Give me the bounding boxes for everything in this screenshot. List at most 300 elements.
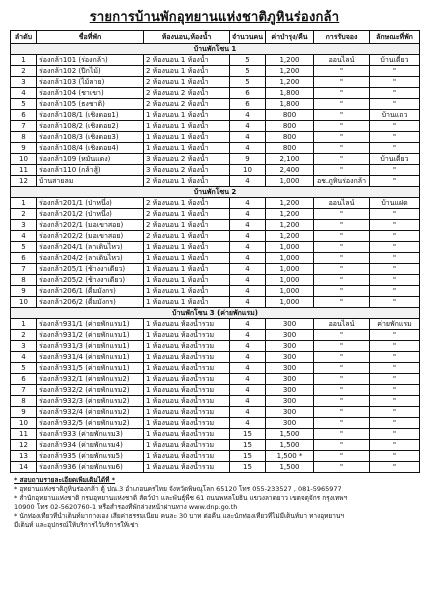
cell-price: 1,200 [266, 66, 314, 77]
cell-rooms: 1 ห้องนอน ห้องน้ำรวม [144, 396, 230, 407]
cell-people: 6 [230, 88, 266, 99]
table-row [11, 352, 420, 363]
header-rooms: ห้องนอน,ห้องน้ำ [144, 31, 230, 44]
cell-booking: " [314, 451, 370, 462]
cell-rooms: 1 ห้องนอน ห้องน้ำรวม [144, 429, 230, 440]
cell-name: ร่องกล้า108/3 (เชิงดอย3) [37, 132, 144, 143]
table-row [11, 165, 420, 176]
cell-type: " [370, 220, 420, 231]
cell-name: ร่องกล้า932/2 (ค่ายพักแรม2) [37, 385, 144, 396]
cell-index: 7 [11, 264, 37, 275]
header-name: ชื่อที่พัก [37, 31, 144, 44]
header-price: ค่าบำรุง/คืน [266, 31, 314, 44]
cell-type: " [370, 440, 420, 451]
cell-index: 4 [11, 88, 37, 99]
table-row [11, 440, 420, 451]
cell-type: " [370, 418, 420, 429]
table-body [11, 44, 420, 473]
cell-price: 800 [266, 132, 314, 143]
cell-people: 4 [230, 198, 266, 209]
cell-rooms: 1 ห้องนอน 1 ห้องน้ำ [144, 242, 230, 253]
cell-name: ร่องกล้า108/4 (เชิงดอย4) [37, 143, 144, 154]
table-row [11, 374, 420, 385]
cell-rooms: 1 ห้องนอน ห้องน้ำรวม [144, 462, 230, 473]
cell-people: 4 [230, 341, 266, 352]
cell-price: 1,500 * [266, 451, 314, 462]
cell-people: 4 [230, 352, 266, 363]
cell-index: 12 [11, 440, 37, 451]
cell-price: 1,500 [266, 429, 314, 440]
cell-rooms: 1 ห้องนอน 1 ห้องน้ำ [144, 143, 230, 154]
cell-booking: " [314, 165, 370, 176]
cell-type: " [370, 374, 420, 385]
cell-price: 1,000 [266, 176, 314, 187]
cell-index: 8 [11, 396, 37, 407]
cell-people: 4 [230, 407, 266, 418]
cell-index: 6 [11, 110, 37, 121]
section-header-row [11, 187, 420, 198]
cell-index: 5 [11, 363, 37, 374]
cell-rooms: 1 ห้องนอน 1 ห้องน้ำ [144, 121, 230, 132]
cell-booking: " [314, 88, 370, 99]
cell-booking: " [314, 286, 370, 297]
cell-people: 5 [230, 66, 266, 77]
notes-line: มีเต็นท์ และอุปกรณ์ให้บริการไว้บริการให้เช่า [14, 521, 139, 529]
table-row [11, 198, 420, 209]
cell-index: 6 [11, 374, 37, 385]
table-row [11, 253, 420, 264]
table-row [11, 407, 420, 418]
cell-name: ร่องกล้า932/3 (ค่ายพักแรม2) [37, 396, 144, 407]
cell-booking: " [314, 429, 370, 440]
table-row [11, 275, 420, 286]
cell-price: 1,000 [266, 275, 314, 286]
cell-price: 800 [266, 110, 314, 121]
cell-type: บ้านแฝด [370, 198, 420, 209]
table-row [11, 77, 420, 88]
cell-type: " [370, 429, 420, 440]
cell-name: ร่องกล้า931/1 (ค่ายพักแรม1) [37, 319, 144, 330]
cell-type: " [370, 341, 420, 352]
table-row [11, 66, 420, 77]
cell-rooms: 1 ห้องนอน 1 ห้องน้ำ [144, 132, 230, 143]
cell-price: 800 [266, 121, 314, 132]
cell-price: 1,200 [266, 231, 314, 242]
cell-rooms: 2 ห้องนอน 1 ห้องน้ำ [144, 77, 230, 88]
section-title: บ้านพักโซน 3 (ค่ายพักแรม) [11, 308, 420, 319]
table-row [11, 176, 420, 187]
notes-heading: * สอบถามรายละเอียดเพิ่มเติมได้ที่ * [14, 476, 116, 484]
cell-people: 4 [230, 231, 266, 242]
cell-rooms: 2 ห้องนอน 1 ห้องน้ำ [144, 209, 230, 220]
cell-booking: " [314, 77, 370, 88]
cell-rooms: 1 ห้องนอน ห้องน้ำรวม [144, 330, 230, 341]
cell-name: บ้านสายลม [37, 176, 144, 187]
cell-rooms: 1 ห้องนอน 1 ห้องน้ำ [144, 275, 230, 286]
cell-name: ร่องกล้า931/4 (ค่ายพักแรม1) [37, 352, 144, 363]
cell-booking: " [314, 374, 370, 385]
cell-people: 15 [230, 429, 266, 440]
cell-price: 300 [266, 330, 314, 341]
cell-booking: " [314, 242, 370, 253]
cell-name: ร่องกล้า204/2 (ลาเดินไหว) [37, 253, 144, 264]
cell-people: 4 [230, 385, 266, 396]
cell-people: 15 [230, 451, 266, 462]
cell-rooms: 1 ห้องนอน ห้องน้ำรวม [144, 341, 230, 352]
cell-rooms: 2 ห้องนอน 1 ห้องน้ำ [144, 231, 230, 242]
table-row [11, 462, 420, 473]
cell-index: 2 [11, 330, 37, 341]
cell-booking: " [314, 220, 370, 231]
cell-index: 8 [11, 132, 37, 143]
cell-people: 4 [230, 319, 266, 330]
cell-booking: " [314, 99, 370, 110]
cell-rooms: 2 ห้องนอน 1 ห้องน้ำ [144, 66, 230, 77]
cell-booking: " [314, 440, 370, 451]
cell-index: 3 [11, 77, 37, 88]
cell-booking: ออนไลน์ [314, 198, 370, 209]
cell-type: " [370, 330, 420, 341]
cell-type: " [370, 176, 420, 187]
cell-price: 300 [266, 407, 314, 418]
table-row [11, 99, 420, 110]
cell-people: 4 [230, 363, 266, 374]
cell-name: ร่องกล้า103 (ไม้ลาย) [37, 77, 144, 88]
cell-people: 4 [230, 220, 266, 231]
cell-rooms: 1 ห้องนอน ห้องน้ำรวม [144, 352, 230, 363]
table-row [11, 242, 420, 253]
cell-people: 4 [230, 132, 266, 143]
cell-type: " [370, 66, 420, 77]
cell-price: 300 [266, 418, 314, 429]
cell-name: ร่องกล้า201/2 (ป่าหนึ่ง) [37, 209, 144, 220]
section-header-row [11, 44, 420, 55]
cell-name: ร่องกล้า108/2 (เชิงดอย2) [37, 121, 144, 132]
cell-price: 1,000 [266, 242, 314, 253]
cell-price: 1,000 [266, 253, 314, 264]
cell-price: 300 [266, 319, 314, 330]
cell-rooms: 2 ห้องนอน 2 ห้องน้ำ [144, 88, 230, 99]
cell-type: " [370, 88, 420, 99]
cell-price: 300 [266, 363, 314, 374]
cell-people: 4 [230, 374, 266, 385]
cell-booking: อช.ภูหินร่องกล้า [314, 176, 370, 187]
cell-type: " [370, 385, 420, 396]
table-row [11, 55, 420, 66]
cell-people: 9 [230, 154, 266, 165]
cell-name: ร่องกล้า101 (ร่องกล้า) [37, 55, 144, 66]
cell-people: 15 [230, 462, 266, 473]
cell-booking: " [314, 154, 370, 165]
cell-index: 1 [11, 55, 37, 66]
cell-people: 4 [230, 275, 266, 286]
cell-type: บ้านแถว [370, 110, 420, 121]
section-title: บ้านพักโซน 2 [11, 187, 420, 198]
cell-rooms: 1 ห้องนอน ห้องน้ำรวม [144, 407, 230, 418]
cell-rooms: 2 ห้องนอน 1 ห้องน้ำ [144, 220, 230, 231]
cell-booking: " [314, 297, 370, 308]
cell-name: ร่องกล้า932/4 (ค่ายพักแรม2) [37, 407, 144, 418]
cell-type: ค่ายพักแรม [370, 319, 420, 330]
cell-booking: " [314, 231, 370, 242]
cell-name: ร่องกล้า105 (ธงชาติ) [37, 99, 144, 110]
cell-rooms: 1 ห้องนอน ห้องน้ำรวม [144, 440, 230, 451]
notes-block [10, 476, 419, 530]
cell-name: ร่องกล้า201/1 (ป่าหนึ่ง) [37, 198, 144, 209]
table-row [11, 286, 420, 297]
cell-people: 4 [230, 330, 266, 341]
cell-rooms: 1 ห้องนอน 1 ห้องน้ำ [144, 264, 230, 275]
cell-people: 4 [230, 209, 266, 220]
cell-people: 15 [230, 440, 266, 451]
cell-people: 10 [230, 165, 266, 176]
cell-index: 1 [11, 319, 37, 330]
table-row [11, 363, 420, 374]
cell-index: 9 [11, 143, 37, 154]
cell-rooms: 1 ห้องนอน 1 ห้องน้ำ [144, 253, 230, 264]
cell-price: 1,000 [266, 297, 314, 308]
cell-price: 1,200 [266, 209, 314, 220]
cell-booking: " [314, 264, 370, 275]
cell-index: 2 [11, 66, 37, 77]
cell-people: 5 [230, 77, 266, 88]
cell-name: ร่องกล้า204/1 (ลาเดินไหว) [37, 242, 144, 253]
cell-rooms: 2 ห้องนอน 2 ห้องน้ำ [144, 99, 230, 110]
notes-line: * นักท่องเที่ยวที่นำเต็นท์มากางเอง เสียค่าธรรมเนียม คนละ 30 บาท ต่อคืน และนักท่องเที่ยวที่ไม่มีเต็นท์มา ทางอุทยานฯ [14, 512, 344, 520]
table-row [11, 330, 420, 341]
cell-type: " [370, 165, 420, 176]
table-row [11, 418, 420, 429]
table-row [11, 220, 420, 231]
table-row [11, 385, 420, 396]
cell-type: " [370, 242, 420, 253]
cell-booking: " [314, 341, 370, 352]
cell-rooms: 1 ห้องนอน ห้องน้ำรวม [144, 418, 230, 429]
cell-name: ร่องกล้า931/2 (ค่ายพักแรม1) [37, 330, 144, 341]
cell-booking: " [314, 253, 370, 264]
cell-people: 4 [230, 264, 266, 275]
cell-index: 8 [11, 275, 37, 286]
cell-type: " [370, 231, 420, 242]
cell-rooms: 1 ห้องนอน 1 ห้องน้ำ [144, 110, 230, 121]
table-row [11, 209, 420, 220]
table-row [11, 154, 420, 165]
table-row [11, 231, 420, 242]
cell-price: 1,000 [266, 286, 314, 297]
table-row [11, 396, 420, 407]
table-row [11, 88, 420, 99]
cell-price: 2,100 [266, 154, 314, 165]
header-people: จำนวนคน [230, 31, 266, 44]
cell-people: 4 [230, 286, 266, 297]
cell-price: 2,400 [266, 165, 314, 176]
table-row [11, 429, 420, 440]
cell-type: " [370, 462, 420, 473]
cell-people: 4 [230, 297, 266, 308]
cell-index: 9 [11, 407, 37, 418]
cell-price: 1,200 [266, 55, 314, 66]
cell-name: ร่องกล้า206/2 (ดื่มมังกร) [37, 297, 144, 308]
cell-type: " [370, 352, 420, 363]
cell-index: 10 [11, 418, 37, 429]
cell-name: ร่องกล้า202/2 (มอเขาสอย) [37, 231, 144, 242]
cell-type: " [370, 396, 420, 407]
cell-type: " [370, 297, 420, 308]
table-row [11, 132, 420, 143]
cell-index: 6 [11, 253, 37, 264]
cell-price: 1,800 [266, 88, 314, 99]
cell-index: 4 [11, 352, 37, 363]
table-row [11, 319, 420, 330]
cell-rooms: 3 ห้องนอน 2 ห้องน้ำ [144, 154, 230, 165]
cell-booking: ออนไลน์ [314, 55, 370, 66]
cell-type: " [370, 363, 420, 374]
cell-rooms: 3 ห้องนอน 2 ห้องน้ำ [144, 165, 230, 176]
cell-rooms: 1 ห้องนอน 1 ห้องน้ำ [144, 297, 230, 308]
cell-index: 7 [11, 385, 37, 396]
table-row [11, 121, 420, 132]
cell-index: 5 [11, 242, 37, 253]
cell-booking: " [314, 275, 370, 286]
table-row [11, 143, 420, 154]
cell-price: 300 [266, 352, 314, 363]
cell-name: ร่องกล้า934 (ค่ายพักแรม4) [37, 440, 144, 451]
cell-booking: ออนไลน์ [314, 319, 370, 330]
cell-name: ร่องกล้า205/2 (ช้างงาเดียว) [37, 275, 144, 286]
cell-index: 11 [11, 429, 37, 440]
cell-people: 4 [230, 110, 266, 121]
cell-booking: " [314, 209, 370, 220]
cell-booking: " [314, 110, 370, 121]
cell-people: 4 [230, 242, 266, 253]
header-type: ลักษณะที่พัก [370, 31, 420, 44]
cell-people: 6 [230, 99, 266, 110]
cell-booking: " [314, 396, 370, 407]
cell-rooms: 1 ห้องนอน ห้องน้ำรวม [144, 374, 230, 385]
cell-rooms: 1 ห้องนอน 1 ห้องน้ำ [144, 286, 230, 297]
cell-type: บ้านเดี่ยว [370, 55, 420, 66]
cell-name: ร่องกล้า108/1 (เชิงดอย1) [37, 110, 144, 121]
page-title: รายการบ้านพักอุทยานแห่งชาติภูหินร่องกล้า [89, 10, 340, 25]
cell-name: ร่องกล้า110 (กล้าสู้) [37, 165, 144, 176]
cell-price: 1,200 [266, 77, 314, 88]
cell-type: " [370, 407, 420, 418]
cell-type: " [370, 99, 420, 110]
cell-index: 2 [11, 209, 37, 220]
cell-type: " [370, 451, 420, 462]
header-index: ลำดับ [11, 31, 37, 44]
cell-booking: " [314, 385, 370, 396]
cell-index: 3 [11, 341, 37, 352]
cell-type: " [370, 121, 420, 132]
section-title: บ้านพักโซน 1 [11, 44, 420, 55]
cell-index: 10 [11, 154, 37, 165]
cell-type: " [370, 286, 420, 297]
cell-rooms: 2 ห้องนอน 1 ห้องน้ำ [144, 55, 230, 66]
cell-price: 1,000 [266, 264, 314, 275]
cell-name: ร่องกล้า931/5 (ค่ายพักแรม1) [37, 363, 144, 374]
cell-people: 4 [230, 143, 266, 154]
table-row [11, 110, 420, 121]
cell-price: 1,500 [266, 462, 314, 473]
cell-price: 800 [266, 143, 314, 154]
cell-type: " [370, 209, 420, 220]
cell-people: 4 [230, 418, 266, 429]
cell-booking: " [314, 66, 370, 77]
cell-rooms: 1 ห้องนอน ห้องน้ำรวม [144, 363, 230, 374]
cell-booking: " [314, 121, 370, 132]
cell-name: ร่องกล้า935 (ค่ายพักแรม5) [37, 451, 144, 462]
cell-people: 4 [230, 253, 266, 264]
cell-index: 4 [11, 231, 37, 242]
cell-booking: " [314, 352, 370, 363]
cell-index: 14 [11, 462, 37, 473]
cell-index: 9 [11, 286, 37, 297]
cell-type: บ้านเดี่ยว [370, 154, 420, 165]
cell-booking: " [314, 418, 370, 429]
cell-people: 4 [230, 121, 266, 132]
cell-name: ร่องกล้า206/1 (ดื่มมังกร) [37, 286, 144, 297]
cell-price: 300 [266, 374, 314, 385]
header-booking: การรับจอง [314, 31, 370, 44]
cell-name: ร่องกล้า102 (ปีกไม้) [37, 66, 144, 77]
cell-type: " [370, 132, 420, 143]
cell-price: 1,200 [266, 198, 314, 209]
cell-type: " [370, 253, 420, 264]
cell-price: 300 [266, 341, 314, 352]
cell-index: 3 [11, 220, 37, 231]
cell-booking: " [314, 143, 370, 154]
table-row [11, 341, 420, 352]
table-row [11, 264, 420, 275]
cell-name: ร่องกล้า936 (ค่ายพักแรม6) [37, 462, 144, 473]
cell-booking: " [314, 407, 370, 418]
cell-index: 13 [11, 451, 37, 462]
cell-people: 4 [230, 396, 266, 407]
notes-line: 10900 โทร 02-5620760-1 หรือสำรองที่พักล่วงหน้าผ่านทาง www.dnp.go.th [14, 503, 238, 511]
cell-name: ร่องกล้า104 (ชาเขา) [37, 88, 144, 99]
cell-price: 300 [266, 396, 314, 407]
cell-price: 300 [266, 385, 314, 396]
cell-rooms: 2 ห้องนอน 1 ห้องน้ำ [144, 176, 230, 187]
cell-booking: " [314, 462, 370, 473]
cell-name: ร่องกล้า202/1 (มอเขาสอย) [37, 220, 144, 231]
cell-price: 1,800 [266, 99, 314, 110]
table-row [11, 297, 420, 308]
cell-index: 12 [11, 176, 37, 187]
cell-name: ร่องกล้า205/1 (ช้างงาเดียว) [37, 264, 144, 275]
cell-booking: " [314, 132, 370, 143]
cell-rooms: 1 ห้องนอน ห้องน้ำรวม [144, 385, 230, 396]
cell-index: 5 [11, 99, 37, 110]
cell-booking: " [314, 363, 370, 374]
cell-type: " [370, 77, 420, 88]
notes-line: * สำนักอุทยานแห่งชาติ กรมอุทยานแห่งชาติ สัตว์ป่า และพันธุ์พืช 61 ถนนพหลโยธิน แขวงลาดยาว เขตจตุจักร กรุงเทพฯ [14, 494, 348, 502]
cell-type: " [370, 264, 420, 275]
cell-index: 11 [11, 165, 37, 176]
section-header-row [11, 308, 420, 319]
cell-index: 7 [11, 121, 37, 132]
cell-rooms: 1 ห้องนอน ห้องน้ำรวม [144, 451, 230, 462]
cell-rooms: 2 ห้องนอน 1 ห้องน้ำ [144, 198, 230, 209]
cell-name: ร่องกล้า931/3 (ค่ายพักแรม1) [37, 341, 144, 352]
cell-rooms: 1 ห้องนอน ห้องน้ำรวม [144, 319, 230, 330]
table-header-row [11, 31, 420, 44]
cell-index: 1 [11, 198, 37, 209]
cell-price: 1,200 [266, 220, 314, 231]
cell-type: " [370, 275, 420, 286]
cell-people: 4 [230, 176, 266, 187]
